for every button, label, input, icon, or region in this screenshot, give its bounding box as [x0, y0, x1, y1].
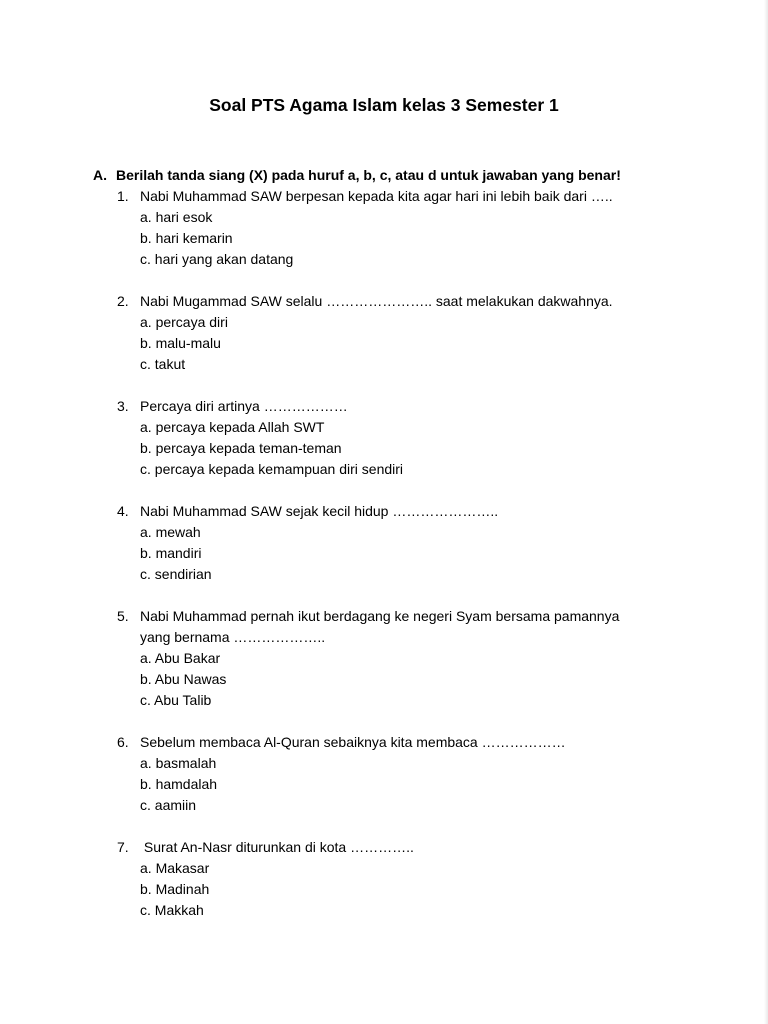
question-number: 7. — [117, 839, 129, 855]
option-a: a. basmalah — [140, 755, 217, 771]
question-text: Sebelum membaca Al-Quran sebaiknya kita membaca ……………… — [140, 734, 566, 750]
option-c: c. aamiin — [140, 797, 197, 813]
question-number: 5. — [117, 608, 129, 624]
option-b: b. hamdalah — [140, 776, 218, 792]
option-c: c. sendirian — [140, 566, 212, 582]
question-5 — [117, 606, 737, 711]
option-a: a. mewah — [140, 524, 201, 540]
question-list — [117, 186, 737, 942]
question-text: Percaya diri artinya ……………… — [140, 398, 348, 414]
document-title: Soal PTS Agama Islam kelas 3 Semester 1 — [209, 95, 559, 115]
page-edge-shadow — [764, 0, 768, 1024]
option-list — [117, 753, 737, 816]
question-text-continuation: yang bernama ……………….. — [140, 629, 326, 645]
option-a: a. percaya diri — [140, 314, 228, 330]
question-number: 1. — [117, 188, 129, 204]
question-4 — [117, 501, 737, 585]
option-list — [117, 207, 737, 270]
question-line — [117, 186, 737, 207]
option-c: c. takut — [140, 356, 186, 372]
question-text: Nabi Mugammad SAW selalu ………………….. saat melakukan dakwahnya. — [140, 293, 613, 309]
option-c: c. Abu Talib — [140, 692, 212, 708]
question-text: Nabi Muhammad SAW sejak kecil hidup ………………….. — [140, 503, 499, 519]
question-number: 3. — [117, 398, 129, 414]
option-b: b. hari kemarin — [140, 230, 233, 246]
question-number: 4. — [117, 503, 129, 519]
question-text: Surat An-Nasr diturunkan di kota ………….. — [140, 839, 414, 855]
question-number: 6. — [117, 734, 129, 750]
option-a: a. Abu Bakar — [140, 650, 221, 666]
option-c: c. percaya kepada kemampuan diri sendiri — [140, 461, 404, 477]
question-number: 2. — [117, 293, 129, 309]
option-b: b. Madinah — [140, 881, 210, 897]
option-c: c. Makkah — [140, 902, 204, 918]
question-line — [117, 501, 737, 522]
question-line — [117, 606, 737, 627]
option-b: b. mandiri — [140, 545, 202, 561]
option-c: c. hari yang akan datang — [140, 251, 294, 267]
question-2 — [117, 291, 737, 375]
question-text: Nabi Muhammad pernah ikut berdagang ke negeri Syam bersama pamannya — [140, 608, 620, 624]
option-list — [117, 648, 737, 711]
question-7 — [117, 837, 737, 921]
question-3 — [117, 396, 737, 480]
option-b: b. Abu Nawas — [140, 671, 227, 687]
option-list — [117, 858, 737, 921]
option-b: b. malu-malu — [140, 335, 221, 351]
option-a: a. hari esok — [140, 209, 213, 225]
option-a: a. Makasar — [140, 860, 210, 876]
question-line — [117, 291, 737, 312]
option-a: a. percaya kepada Allah SWT — [140, 419, 325, 435]
section-instruction: Berilah tanda siang (X) pada huruf a, b, c, atau d untuk jawaban yang benar! — [116, 167, 621, 183]
question-line — [117, 837, 737, 858]
question-1 — [117, 186, 737, 270]
question-line — [117, 396, 737, 417]
option-list — [117, 417, 737, 480]
section-letter: A. — [93, 167, 107, 183]
option-b: b. percaya kepada teman-teman — [140, 440, 342, 456]
question-6 — [117, 732, 737, 816]
option-list — [117, 312, 737, 375]
question-text: Nabi Muhammad SAW berpesan kepada kita agar hari ini lebih baik dari ….. — [140, 188, 613, 204]
section-header — [93, 165, 621, 185]
question-line — [117, 732, 737, 753]
option-list — [117, 522, 737, 585]
